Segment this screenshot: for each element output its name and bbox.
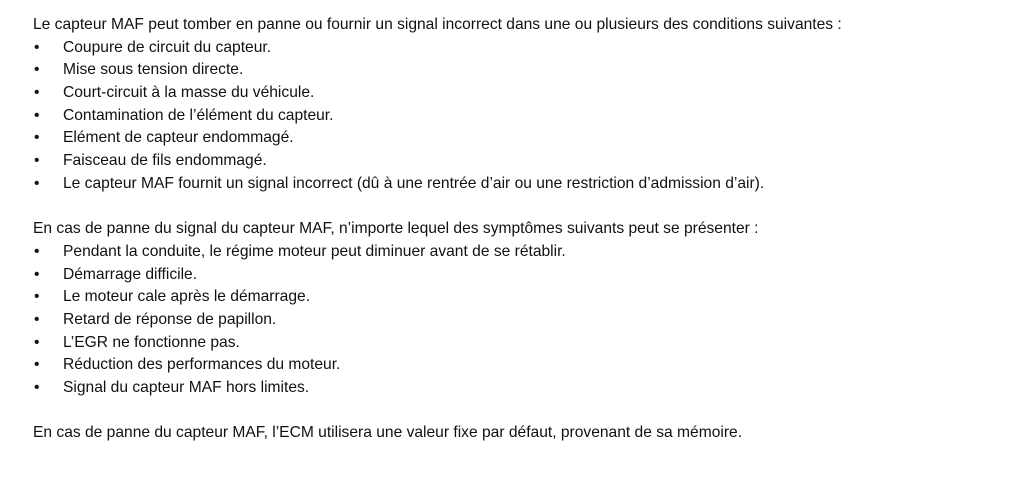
bullet: • [34, 310, 40, 328]
bullet: • [34, 61, 40, 79]
bullet: • [34, 152, 40, 170]
bullet: • [34, 356, 40, 374]
list-item-text: Démarrage difficile. [63, 265, 198, 283]
list-item-text: Faisceau de fils endommagé. [63, 152, 267, 170]
list-item-text: Le capteur MAF fournit un signal incorrect (dû à une rentrée d’air ou une restriction d’admission d’air). [63, 174, 765, 192]
list-item [33, 173, 1023, 196]
list-item-text: Coupure de circuit du capteur. [63, 38, 272, 56]
list-item-text: Mise sous tension directe. [63, 61, 244, 79]
bullet: • [34, 38, 40, 56]
list-item [33, 332, 1023, 355]
bullet: • [34, 242, 40, 260]
bullet: • [34, 84, 40, 102]
bullet: • [34, 288, 40, 306]
list-item-text: Pendant la conduite, le régime moteur peut diminuer avant de se rétablir. [63, 242, 566, 260]
list-item-text: Réduction des performances du moteur. [63, 356, 341, 374]
document-body [33, 14, 1023, 445]
list-item [33, 127, 1023, 150]
list-item-text: L’EGR ne fonctionne pas. [63, 333, 240, 351]
list-item-text: Le moteur cale après le démarrage. [63, 288, 311, 306]
list-item-text: Contamination de l’élément du capteur. [63, 106, 334, 124]
list-item [33, 264, 1023, 287]
list-item-text: Signal du capteur MAF hors limites. [63, 379, 310, 396]
list-item-text: Elément de capteur endommagé. [63, 129, 294, 147]
paragraph-spacer [33, 196, 1023, 219]
list-item [33, 241, 1023, 264]
list-item [33, 37, 1023, 60]
bullet: • [34, 174, 40, 192]
list-item-text: Retard de réponse de papillon. [63, 310, 277, 328]
list-item [33, 377, 1023, 400]
default-value-note: En cas de panne du capteur MAF, l’ECM utilisera une valeur fixe par défaut, provenant de sa mémoire. [33, 424, 743, 442]
bullet: • [34, 129, 40, 147]
list-item [33, 150, 1023, 173]
list-item [33, 59, 1023, 82]
list-item [33, 82, 1023, 105]
list-item [33, 354, 1023, 377]
list-item [33, 105, 1023, 128]
list-item [33, 286, 1023, 309]
bullet: • [34, 106, 40, 124]
failure-conditions-list [33, 37, 1023, 196]
symptoms-intro: En cas de panne du signal du capteur MAF, n’importe lequel des symptômes suivants peut se présenter : [33, 220, 759, 238]
paragraph-spacer [33, 400, 1023, 423]
failure-conditions-intro: Le capteur MAF peut tomber en panne ou fournir un signal incorrect dans une ou plusieurs des conditions suivantes : [33, 16, 842, 33]
list-item-text: Court-circuit à la masse du véhicule. [63, 84, 315, 102]
symptoms-list [33, 241, 1023, 400]
bullet: • [34, 265, 40, 283]
list-item [33, 309, 1023, 332]
bullet: • [34, 379, 40, 396]
bullet: • [34, 333, 40, 351]
